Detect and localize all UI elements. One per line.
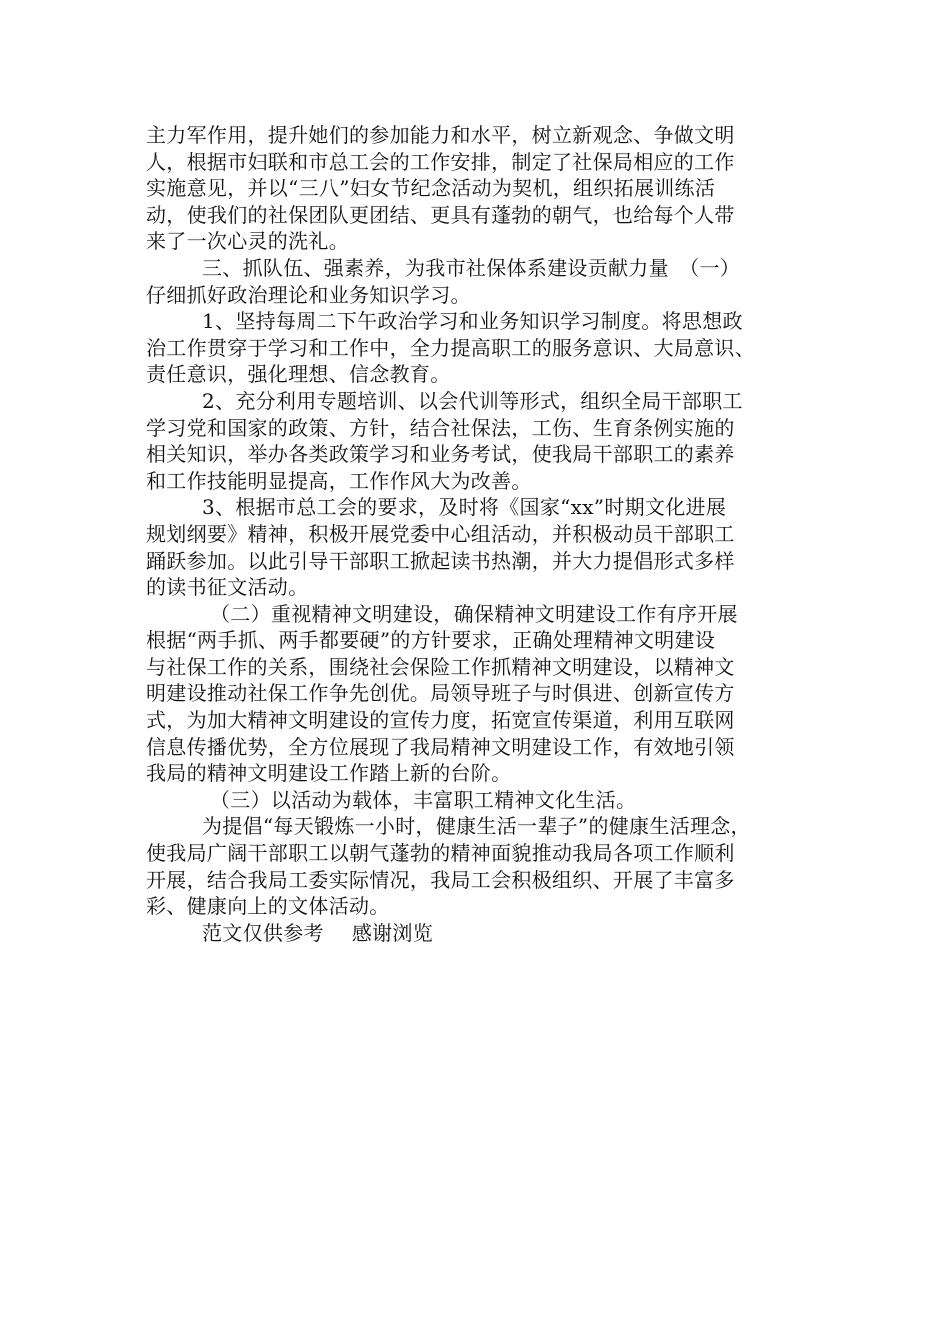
text-line: 人，根据市妇联和市总工会的工作安排，制定了社保局相应的工作 — [146, 149, 735, 174]
text-line: 实施意见，并以“三八”妇女节纪念活动为契机，组织拓展训练活 — [146, 176, 716, 201]
footer-note — [146, 920, 816, 947]
text-line: 为提倡“每天锻炼一小时，健康生活一辈子”的健康生活理念， — [202, 814, 751, 839]
text-line: 与社保工作的关系，围绕社会保险工作抓精神文明建设，以精神文 — [146, 654, 735, 679]
text-line: 相关知识，举办各类政策学习和业务考试，使我局干部职工的素养 — [146, 442, 735, 467]
subsection-heading-line: （二）重视精神文明建设，确保精神文明建设工作有序开展 — [210, 601, 738, 626]
text-line: 来了一次心灵的洗礼。 — [146, 229, 349, 254]
text-line: 学习党和国家的政策、方针，结合社保法，工伤、生育条例实施的 — [146, 415, 735, 440]
text-line: 我局的精神文明建设工作踏上新的台阶。 — [146, 761, 512, 786]
text-line: 规划纲要》精神，积极开展党委中心组活动，并积极动员干部职工 — [146, 521, 735, 546]
text-line: 3、根据市总工会的要求，及时将《国家“xx”时期文化进展 — [202, 495, 727, 520]
text-line: 踊跃参加。以此引导干部职工掀起读书热潮，并大力提倡形式多样 — [146, 548, 735, 573]
text-line: 2、充分利用专题培训、以会代训等形式，组织全局干部职工 — [202, 388, 743, 413]
subsection-heading-line: （三）以活动为载体，丰富职工精神文化生活。 — [210, 787, 637, 812]
text-line: 动，使我们的社保团队更团结、更具有蓬勃的朝气，也给每个人带 — [146, 202, 735, 227]
text-line: 式，为加大精神文明建设的宣传力度，拓宽宣传渠道，利用互联网 — [146, 708, 735, 733]
text-line: 信息传播优势，全方位展现了我局精神文明建设工作，有效地引领 — [146, 734, 735, 759]
text-line: 彩、健康向上的文体活动。 — [146, 894, 390, 919]
text-line: 使我局广阔干部职工以朝气蓬勃的精神面貌推动我局各项工作顺利 — [146, 841, 735, 866]
text-line: 根据“两手抓、两手都要硬”的方针要求，正确处理精神文明建设 — [146, 628, 716, 653]
text-line: 1、坚持每周二下午政治学习和业务知识学习制度。将思想政 — [202, 309, 743, 334]
footer-note-left: 范文仅供参考 — [202, 920, 324, 945]
text-line: 的读书征文活动。 — [146, 575, 309, 600]
footer-note-right: 感谢浏览 — [351, 920, 434, 945]
section-heading-line: 三、抓队伍、强素养，为我市社保体系建设贡献力量 （一） — [202, 255, 741, 280]
text-line: 和工作技能明显提高，工作作风大为改善。 — [146, 468, 532, 493]
text-line: 开展，结合我局工委实际情况，我局工会积极组织、开展了丰富多 — [146, 867, 735, 892]
document-body — [146, 122, 816, 946]
text-line: 仔细抓好政治理论和业务知识学习。 — [146, 282, 471, 307]
text-line: 责任意识，强化理想、信念教育。 — [146, 362, 451, 387]
text-line: 明建设推动社保工作争先创优。局领导班子与时俱进、创新宣传方 — [146, 681, 735, 706]
text-line: 治工作贯穿于学习和工作中，全力提高职工的服务意识、大局意识、 — [146, 335, 755, 360]
text-line: 主力军作用，提升她们的参加能力和水平，树立新观念、争做文明 — [146, 123, 735, 147]
